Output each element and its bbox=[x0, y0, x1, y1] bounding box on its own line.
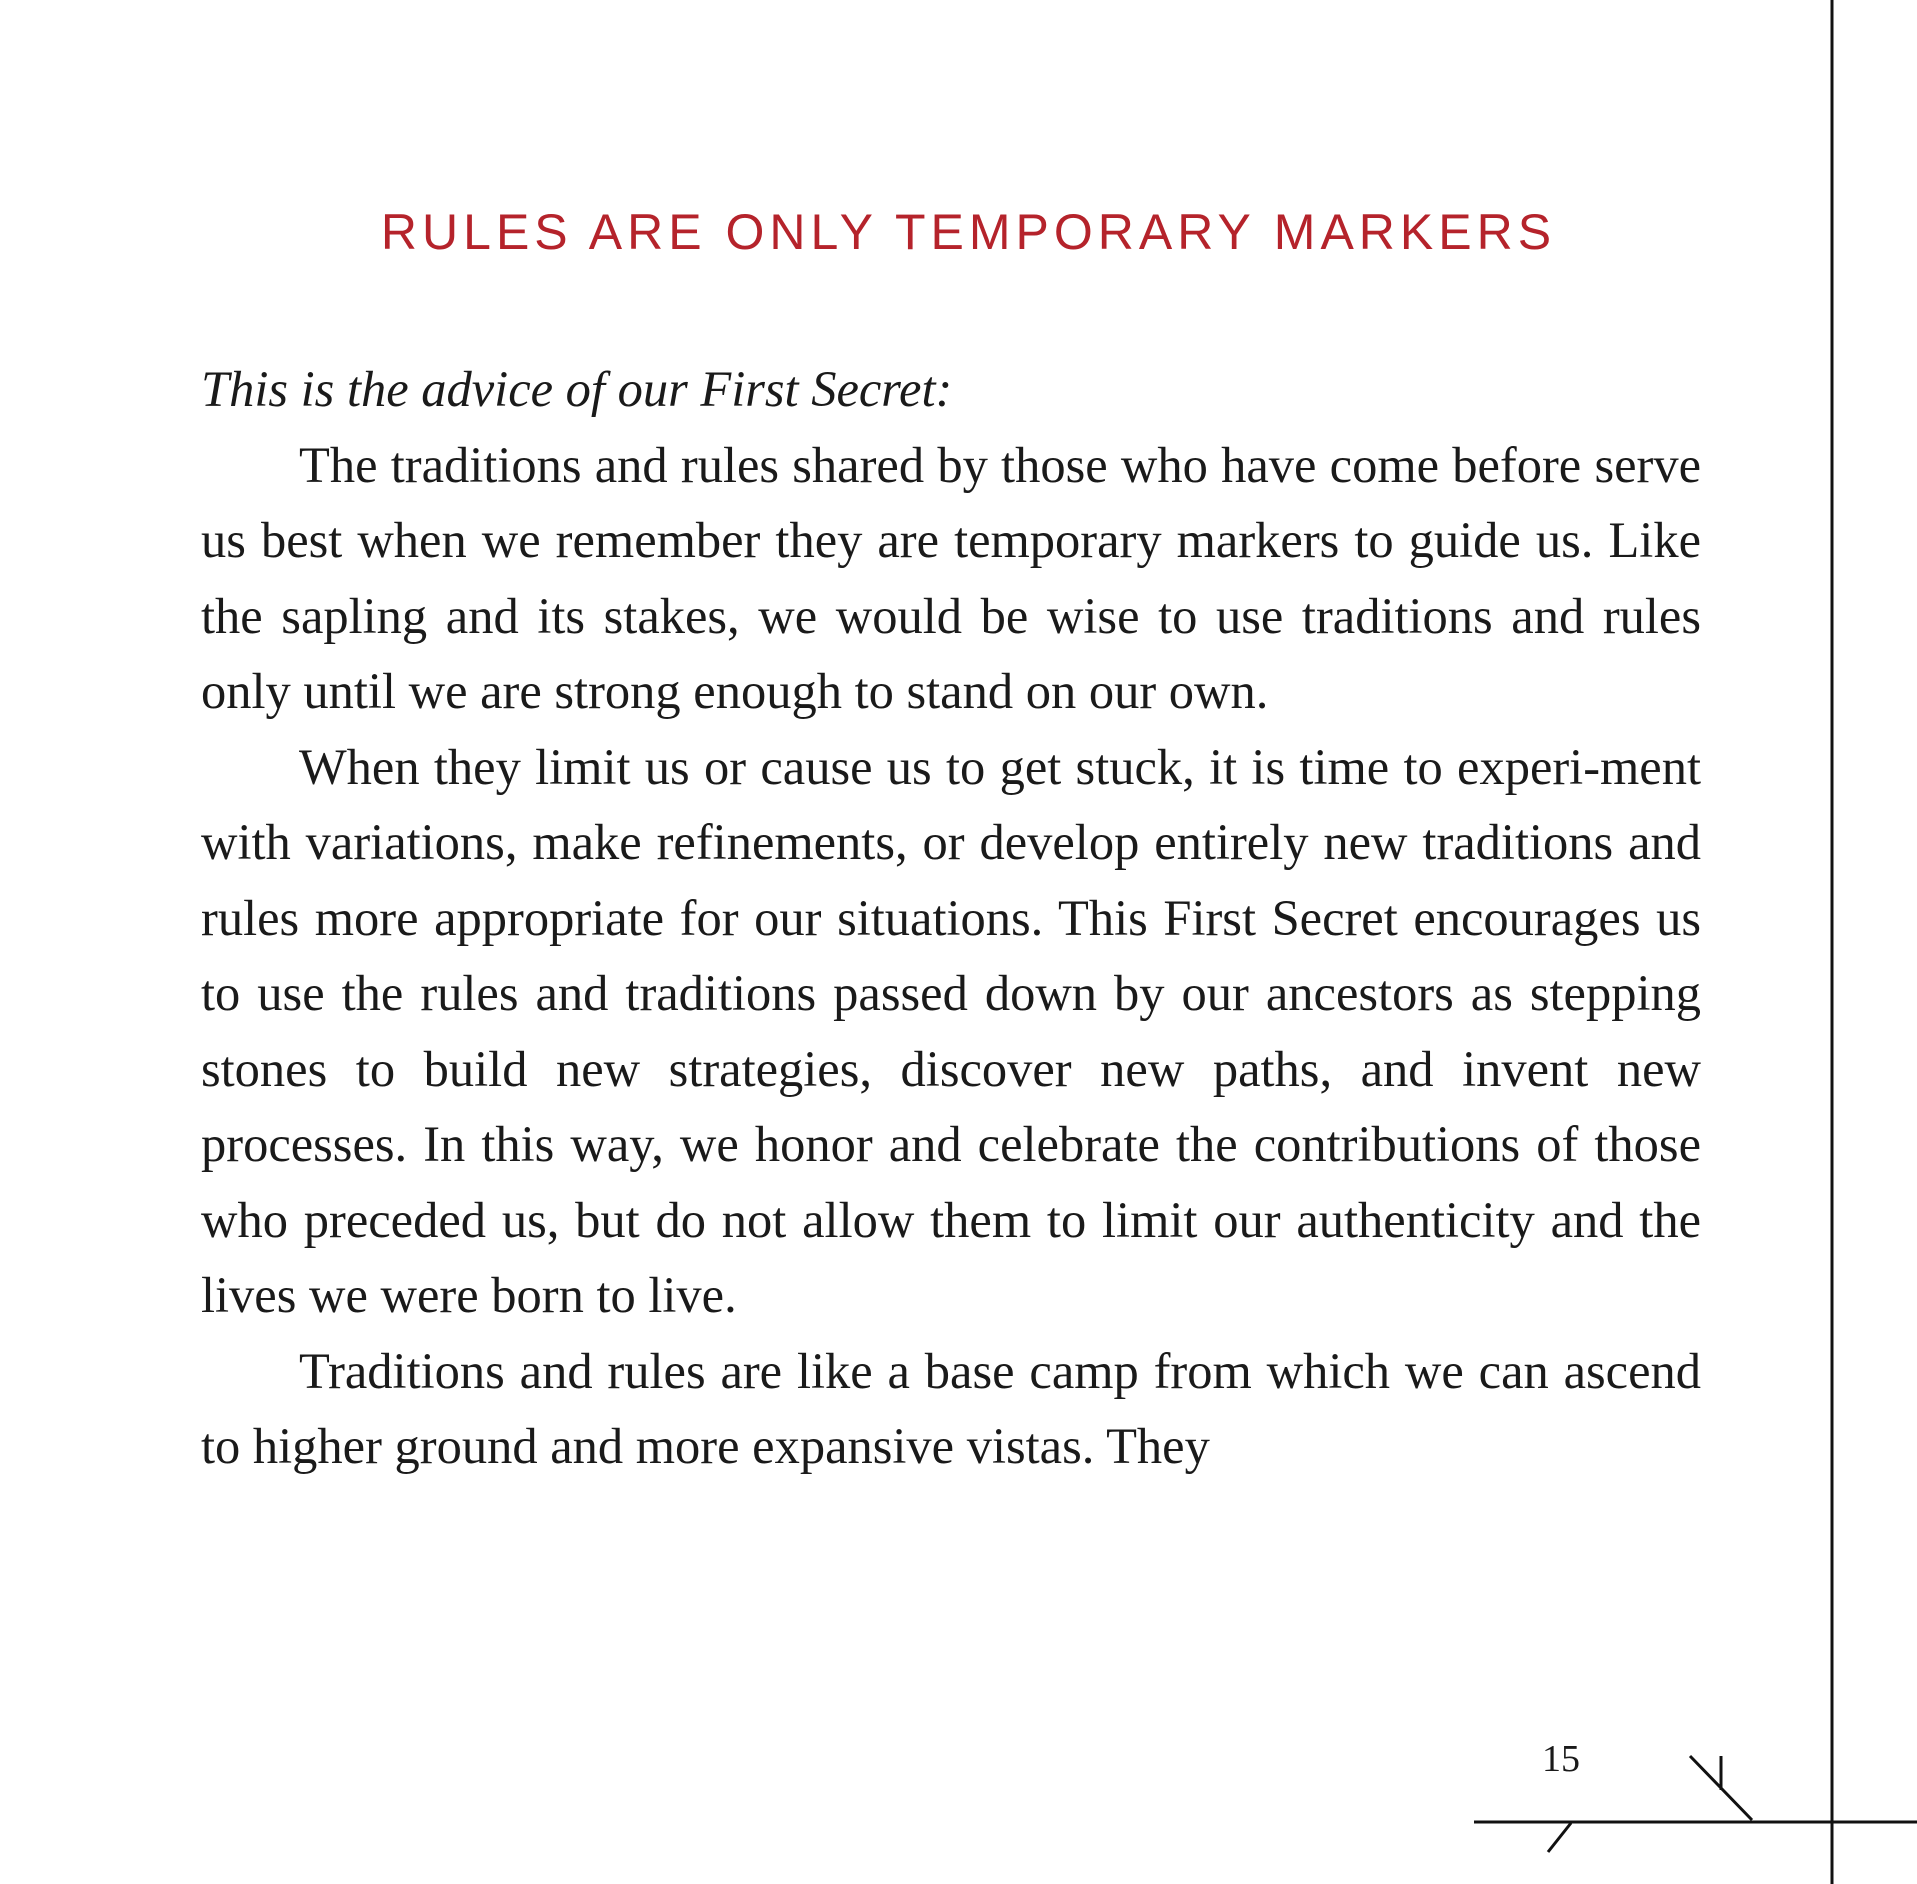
intro-line: This is the advice of our First Secret: bbox=[201, 361, 953, 417]
crop-mark-diagonal-left bbox=[1548, 1823, 1571, 1852]
paragraph-2: When they limit us or cause us to get stuck, it is time to experi-ment with variations, make refinements, or develop entirely new traditions and rules more appropriate for our situations. This First Secret encourages us to use the rules and traditions passed down by our ancestors as stepping stones to build new strategies, discover new paths, and invent new processes. In this way, we honor and celebrate the contributions of those who preceded us, but do not allow them to limit our authenticity and the lives we were born to live. bbox=[201, 738, 1701, 1323]
section-heading: RULES ARE ONLY TEMPORARY MARKERS bbox=[380, 204, 1557, 260]
paragraph-3: Traditions and rules are like a base camp from which we can ascend to higher ground and more expansive vistas. They bbox=[201, 1342, 1701, 1474]
paragraph-1: The traditions and rules shared by those who have come before serve us best when we remember they are temporary markers to guide us. Like the sapling and its stakes, we would be wise to use traditions and rules only until we are strong enough to stand on our own. bbox=[201, 436, 1701, 719]
page-number: 15 bbox=[1542, 1738, 1580, 1780]
